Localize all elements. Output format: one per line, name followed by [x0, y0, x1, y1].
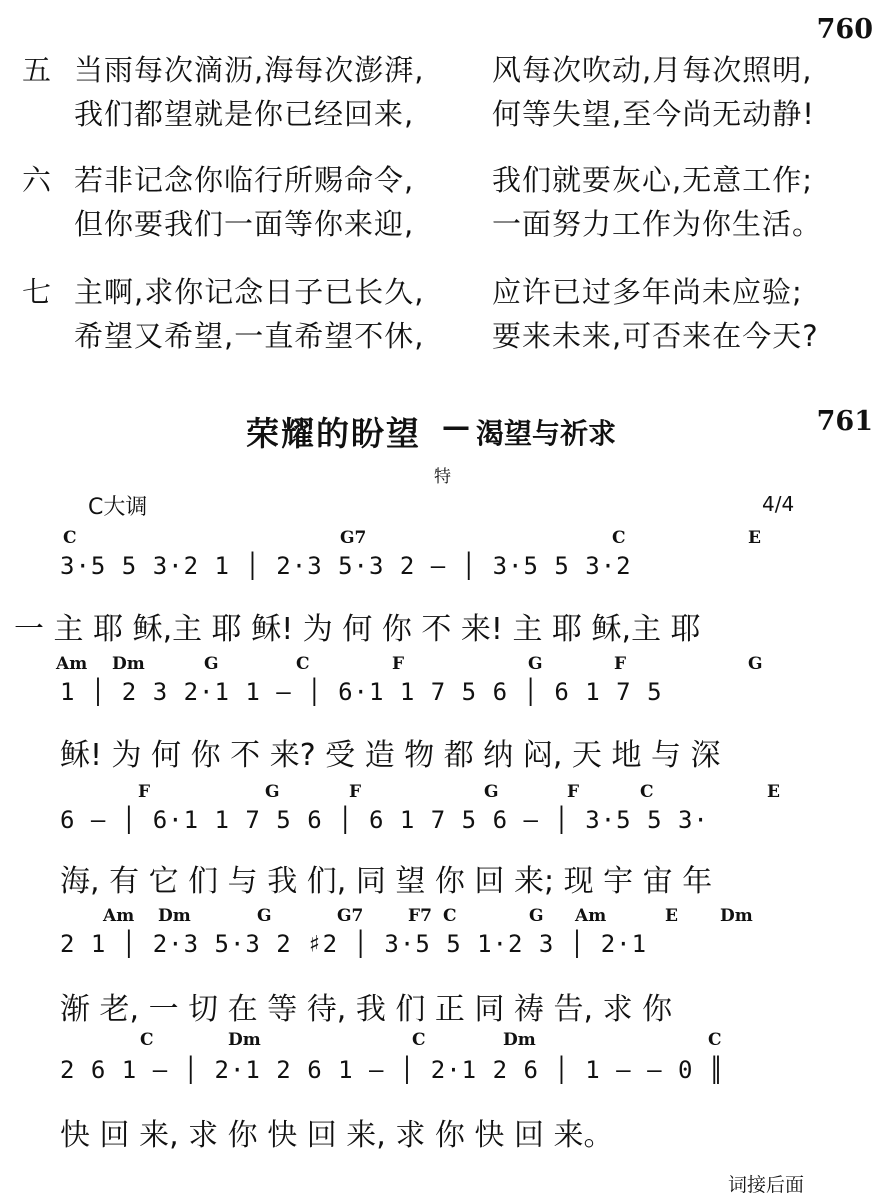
verse-line: 一面努力工作为你生活。	[492, 207, 823, 241]
notation-line: 2 6 1 — │ 2·1 2 6 1 — │ 2·1 2 6 │ 1 — — 0 ║	[60, 1056, 725, 1084]
verse-number: 五	[22, 53, 52, 87]
chord-symbol: Am	[575, 906, 607, 926]
chord-symbol: E	[748, 528, 761, 548]
chord-symbol: Dm	[503, 1030, 536, 1050]
chord-symbol: F	[614, 654, 627, 674]
lyric-line: 海, 有 它 们 与 我 们, 同 望 你 回 来; 现 宇 宙 年	[60, 864, 713, 899]
verse-line: 我们就要灰心,无意工作;	[492, 163, 813, 197]
chord-symbol: G7	[340, 528, 367, 548]
chord-symbol: E	[767, 782, 780, 802]
chord-symbol: C	[443, 906, 457, 926]
chord-symbol: C	[708, 1030, 722, 1050]
chord-symbol: F	[567, 782, 580, 802]
chord-symbol: C	[296, 654, 310, 674]
chord-symbol: C	[140, 1030, 154, 1050]
chord-symbol: G	[257, 906, 272, 926]
hymn-number: 761	[816, 406, 873, 437]
chord-symbol: E	[665, 906, 678, 926]
notation-line: 1 │ 2 3 2·1 1 — │ 6·1 1 7 5 6 │ 6 1 7 5	[60, 678, 663, 706]
verse-line: 希望又希望,一直希望不休,	[74, 319, 425, 353]
verse-line: 要来未来,可否来在今天?	[492, 319, 819, 353]
notation-line: 6 — │ 6·1 1 7 5 6 │ 6 1 7 5 6 — │ 3·5 5 3·	[60, 806, 709, 834]
notation-line: 2 1 │ 2·3 5·3 2 ♯2 │ 3·5 5 1·2 3 │ 2·1	[60, 930, 648, 958]
chord-symbol: F7	[408, 906, 432, 926]
chord-symbol: G	[528, 654, 543, 674]
lyric-line: 快 回 来, 求 你 快 回 来, 求 你 快 回 来。	[60, 1118, 614, 1153]
verse-line: 风每次吹动,月每次照明,	[492, 53, 813, 87]
chord-symbol: C	[412, 1030, 426, 1050]
chord-symbol: G	[204, 654, 219, 674]
chord-symbol: C	[640, 782, 654, 802]
author-mark: 特	[434, 467, 451, 487]
key-signature: C大调	[88, 495, 148, 520]
chord-symbol: G	[484, 782, 499, 802]
lyric-line: 一 主 耶 稣,主 耶 稣! 为 何 你 不 来! 主 耶 稣,主 耶	[14, 612, 701, 647]
verse-line: 但你要我们一面等你来迎,	[74, 207, 415, 241]
chord-symbol: G	[265, 782, 280, 802]
lyric-line: 稣! 为 何 你 不 来? 受 造 物 都 纳 闷, 天 地 与 深	[60, 738, 721, 773]
chord-symbol: Am	[103, 906, 135, 926]
notation-line: 3·5 5 3·2 1 │ 2·3 5·3 2 — │ 3·5 5 3·2	[60, 552, 632, 580]
verse-line: 当雨每次滴沥,海每次澎湃,	[74, 53, 425, 87]
chord-symbol: G	[748, 654, 763, 674]
verse-line: 何等失望,至今尚无动静!	[492, 97, 815, 131]
verse-number: 六	[22, 163, 52, 197]
verse-line: 我们都望就是你已经回来,	[74, 97, 415, 131]
verse-line: 若非记念你临行所赐命令,	[74, 163, 415, 197]
chord-line	[0, 654, 885, 678]
chord-symbol: C	[612, 528, 626, 548]
chord-symbol: G7	[337, 906, 364, 926]
time-signature: 4/4	[762, 492, 795, 516]
chord-line	[0, 1030, 885, 1054]
continuation-note: 词接后面	[728, 1174, 805, 1196]
chord-symbol: Dm	[228, 1030, 261, 1050]
chord-symbol: G	[529, 906, 544, 926]
chord-line	[0, 528, 885, 552]
chord-symbol: Dm	[112, 654, 145, 674]
hymn-title: 荣耀的盼望	[246, 414, 421, 453]
chord-symbol: C	[63, 528, 77, 548]
lyric-line: 渐 老, 一 切 在 等 待, 我 们 正 同 祷 告, 求 你	[60, 992, 673, 1027]
title-dash: —	[442, 410, 470, 443]
previous-hymn-number: 760	[816, 14, 873, 45]
verse-number: 七	[22, 275, 52, 309]
chord-line	[0, 782, 885, 806]
hymn-subtitle: 渴望与祈求	[476, 417, 617, 450]
chord-symbol: Am	[56, 654, 88, 674]
verse-line: 应许已过多年尚未应验;	[492, 275, 803, 309]
chord-line	[0, 906, 885, 930]
verse-line: 主啊,求你记念日子已长久,	[74, 275, 425, 309]
chord-symbol: Dm	[158, 906, 191, 926]
chord-symbol: Dm	[720, 906, 753, 926]
chord-symbol: F	[349, 782, 362, 802]
chord-symbol: F	[138, 782, 151, 802]
chord-symbol: F	[392, 654, 405, 674]
